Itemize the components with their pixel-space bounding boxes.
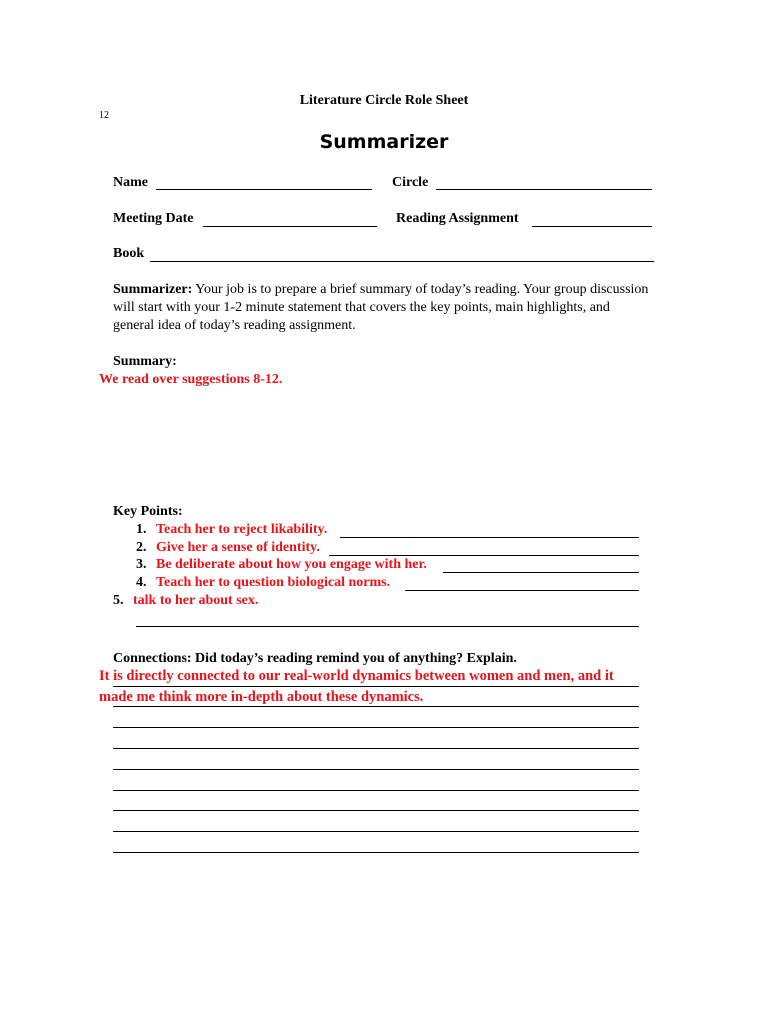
page-number: 12 bbox=[99, 110, 109, 121]
key-point-answer: talk to her about sex. bbox=[133, 593, 259, 608]
reading-assignment-label: Reading Assignment bbox=[396, 211, 519, 226]
answer-line[interactable] bbox=[113, 810, 639, 811]
key-point-line[interactable] bbox=[405, 590, 639, 591]
name-label: Name bbox=[113, 175, 148, 190]
instructions-label: Summarizer: bbox=[113, 282, 193, 297]
connections-answer-line-1: It is directly connected to our real-world dynamics between women and men, and it bbox=[99, 668, 614, 684]
book-label: Book bbox=[113, 246, 145, 261]
key-point-number: 1. bbox=[136, 522, 147, 537]
summary-answer: We read over suggestions 8-12. bbox=[99, 372, 283, 387]
key-point-number: 2. bbox=[136, 540, 147, 555]
connections-label: Connections: Did today’s reading remind you of anything? Explain. bbox=[113, 651, 517, 666]
book-field-line[interactable] bbox=[150, 261, 654, 262]
answer-line[interactable] bbox=[113, 831, 639, 832]
role-heading: Summarizer bbox=[319, 131, 449, 153]
key-point-answer: Give her a sense of identity. bbox=[156, 540, 320, 555]
answer-line[interactable] bbox=[113, 748, 639, 749]
key-point-answer: Teach her to question biological norms. bbox=[156, 575, 391, 590]
key-point-number: 3. bbox=[136, 557, 147, 572]
answer-line[interactable] bbox=[113, 790, 639, 791]
answer-line[interactable] bbox=[113, 686, 639, 687]
connections-answer-line-2: made me think more in-depth about these dynamics. bbox=[99, 689, 424, 705]
key-point-line[interactable] bbox=[329, 555, 639, 556]
answer-line[interactable] bbox=[113, 706, 639, 707]
meeting-date-field-line[interactable] bbox=[203, 226, 377, 227]
key-points-label: Key Points: bbox=[113, 504, 183, 519]
key-point-line[interactable] bbox=[136, 626, 639, 627]
answer-line[interactable] bbox=[113, 852, 639, 853]
key-point-line[interactable] bbox=[340, 537, 639, 538]
key-point-line[interactable] bbox=[443, 572, 639, 573]
summary-label: Summary: bbox=[113, 354, 177, 369]
key-point-answer: Teach her to reject likability. bbox=[156, 522, 328, 537]
key-point-number: 4. bbox=[136, 575, 147, 590]
key-point-answer: Be deliberate about how you engage with her. bbox=[156, 557, 427, 572]
circle-label: Circle bbox=[392, 175, 429, 190]
answer-line[interactable] bbox=[113, 727, 639, 728]
reading-assignment-field-line[interactable] bbox=[532, 226, 652, 227]
answer-line[interactable] bbox=[113, 769, 639, 770]
meeting-date-label: Meeting Date bbox=[113, 211, 194, 226]
instructions-text: Your job is to prepare a brief summary of today’s reading. Your group discussion will start with your 1-2 minute statement that covers the key points, main highlights, and general idea of today’s reading assignment. bbox=[113, 282, 649, 333]
name-field-line[interactable] bbox=[156, 189, 372, 190]
key-point-number: 5. bbox=[113, 593, 124, 608]
circle-field-line[interactable] bbox=[436, 189, 652, 190]
role-instructions bbox=[113, 281, 653, 335]
sheet-title: Literature Circle Role Sheet bbox=[299, 93, 469, 108]
